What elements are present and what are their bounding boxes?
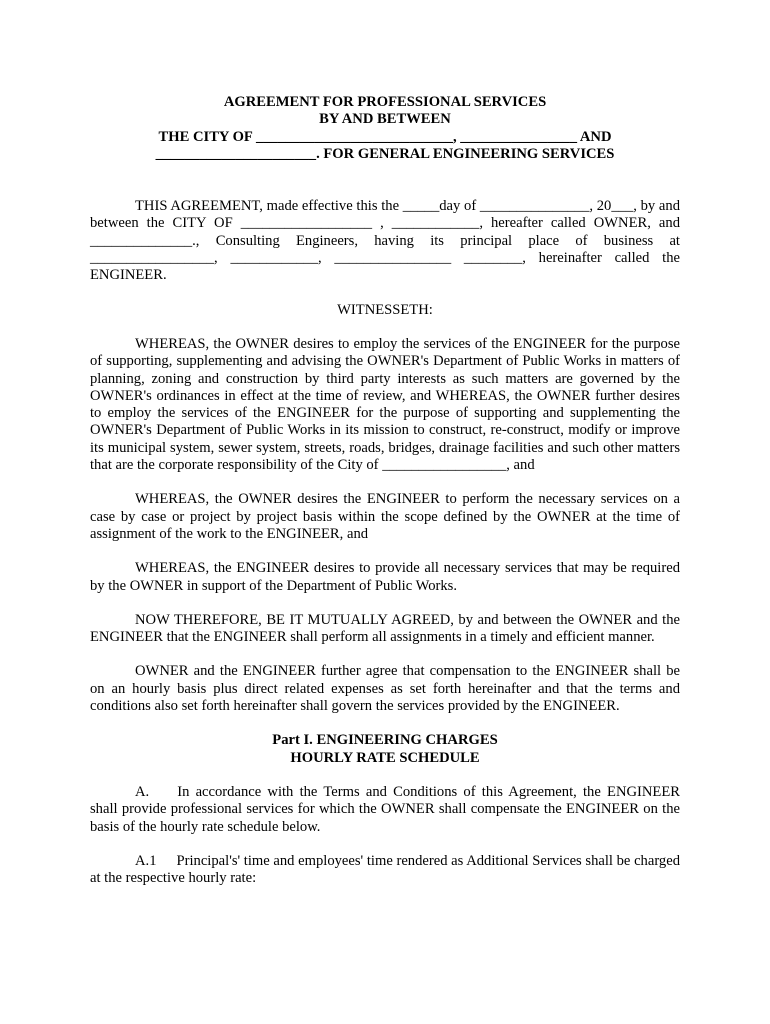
compensation-paragraph: OWNER and the ENGINEER further agree that compensation to the ENGINEER shall be on an hourly basis plus direct related expenses as set forth hereinafter and that the terms and conditions also set forth hereinafter shall govern the services provided by the ENGINEER. bbox=[90, 663, 680, 715]
part-1-subheading: HOURLY RATE SCHEDULE bbox=[290, 749, 480, 766]
title-line-3: THE CITY OF ___________________________, ________________ AND bbox=[158, 128, 612, 145]
intro-paragraph: THIS AGREEMENT, made effective this the _____day of _______________, 20___, by and between the CITY OF __________________ , ____________, hereafter called OWNER, and ______________., Consulting Engineers, having its principal place of business at _________________, ____________, ________________ ________, hereinafter called the ENGINEER. bbox=[90, 198, 680, 284]
section-a-paragraph bbox=[90, 784, 680, 836]
section-a1-label: A.1 bbox=[135, 852, 157, 869]
title-line-1: AGREEMENT FOR PROFESSIONAL SERVICES bbox=[223, 94, 547, 110]
now-therefore-paragraph: NOW THEREFORE, BE IT MUTUALLY AGREED, by and between the OWNER and the ENGINEER that the ENGINEER shall perform all assignments in a timely and efficient manner. bbox=[90, 611, 680, 646]
section-a1-paragraph bbox=[90, 853, 680, 888]
whereas-paragraph-2: WHEREAS, the OWNER desires the ENGINEER to perform the necessary services on a case by case or project by project basis within the scope defined by the OWNER at the time of assignment of the work to the ENGINEER, and bbox=[90, 491, 680, 542]
title-line-2: BY AND BETWEEN bbox=[319, 111, 451, 128]
section-a-text: In accordance with the Terms and Conditions of this Agreement, the ENGINEER shall provide professional services for which the OWNER shall compensate the ENGINEER on the basis of the hourly rate schedule below. bbox=[90, 783, 680, 835]
whereas-paragraph-3: WHEREAS, the ENGINEER desires to provide all necessary services that may be required by the OWNER in support of the Department of Public Works. bbox=[90, 560, 680, 594]
section-a1-text: Principal's' time and employees' time rendered as Additional Services shall be charged at the respective hourly rate: bbox=[90, 852, 680, 887]
witnesseth-heading: WITNESSETH: bbox=[337, 301, 433, 318]
part-1-heading-block bbox=[90, 732, 680, 767]
section-a-label: A. bbox=[135, 783, 150, 800]
document-title bbox=[90, 94, 680, 163]
title-line-4: ______________________. FOR GENERAL ENGINEERING SERVICES bbox=[155, 145, 615, 162]
part-1-heading: Part I. ENGINEERING CHARGES bbox=[272, 732, 498, 749]
whereas-paragraph-1: WHEREAS, the OWNER desires to employ the services of the ENGINEER for the purpose of supporting, supplementing and advising the OWNER's Department of Public Works in matters of planning, zoning and construction by third party interests as such matters are governed by the OWNER's ordinances in effect at the time of review, and WHEREAS, the OWNER further desires to employ the services of the ENGINEER for the purpose of supporting and supplementing the OWNER's Department of Public Works in its mission to construct, re-construct, modify or improve its municipal system, sewer system, streets, roads, bridges, drainage facilities and such other matters that are the corporate responsibility of the City of _________________, and bbox=[90, 335, 680, 474]
